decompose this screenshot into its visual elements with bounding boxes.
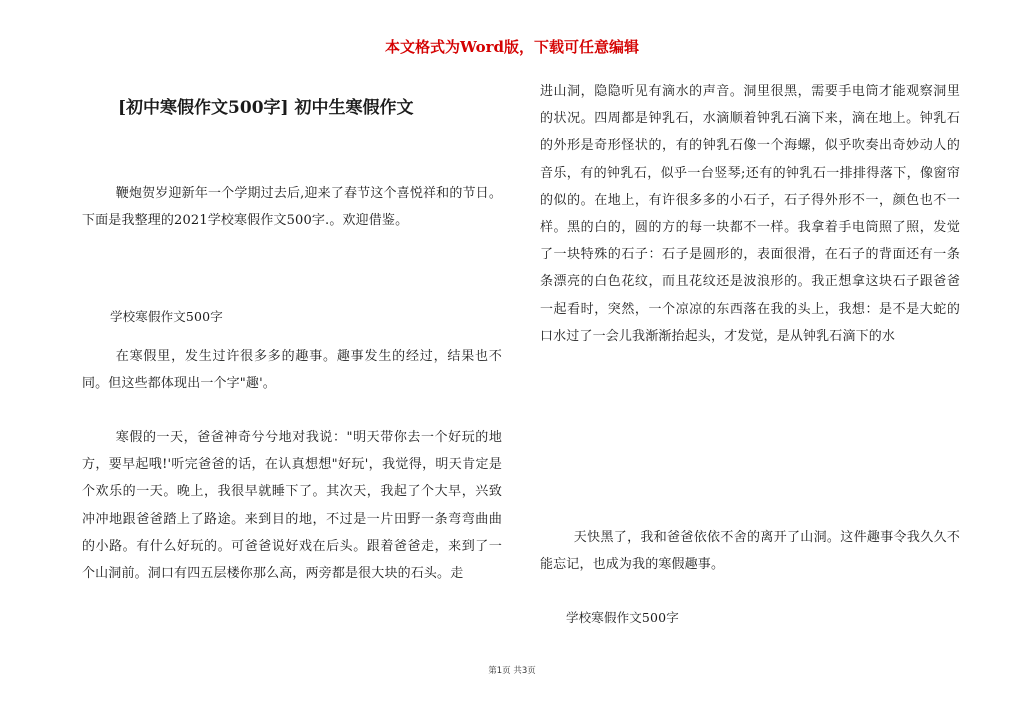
- body-paragraph: 天快黑了，我和爸爸依依不舍的离开了山洞。这件趣事令我久久不能忘记，也成为我的寒假趣事。: [540, 530, 960, 573]
- section-heading: 学校寒假作文500字: [110, 309, 223, 324]
- article-title: [初中寒假作文500字] 初中生寒假作文: [118, 98, 414, 118]
- intro-paragraph: 鞭炮贺岁迎新年一个学期过去后,迎来了春节这个喜悦祥和的节日。下面是我整理的2021学校寒假作文500字.。欢迎借鉴。: [82, 186, 502, 229]
- body-paragraph: 进山洞，隐隐听见有滴水的声音。洞里很黑，需要手电筒才能观察洞里的状况。四周都是钟乳石，水滴顺着钟乳石滴下来，滴在地上。钟乳石的外形是奇形怪状的，有的钟乳石像一个海螺，似乎吹奏出奇妙动人的音乐，有的钟乳石，似乎一台竖琴;还有的钟乳石一排排得落下，像窗帘的似的。在地上，有许很多多的小石子，石子得外形不一，颜色也不一样。黑的白的，圆的方的每一块都不一样。我拿着手电筒照了照，发觉了一块特殊的石子：石子是圆形的，表面很滑，在石子的背面还有一条条漂亮的白色花纹，而且花纹还是波浪形的。我正想拿这块石子跟爸爸一起看时，突然，一个凉凉的东西落在我的头上，我想：是不是大蛇的口水过了一会儿我渐渐抬起头，才发觉，是从钟乳石滴下的水: [540, 84, 960, 344]
- download-banner: 本文格式为Word版，下载可任意编辑: [384, 38, 640, 56]
- body-paragraph: 寒假的一天，爸爸神奇兮兮地对我说："明天带你去一个好玩的地方，要早起哦!'听完爸爸的话，在认真想想"好玩'，我觉得，明天肯定是个欢乐的一天。晚上，我很早就睡下了。其次天，我起了个大早，兴致冲冲地跟爸爸踏上了路途。来到目的地，不过是一片田野一条弯弯曲曲的小路。有什么好玩的。可爸爸说好戏在后头。跟着爸爸走，来到了一个山洞前。洞口有四五层楼你那么高，两旁都是很大块的石头。走: [82, 430, 502, 582]
- page-number: 第1页 共3页: [488, 666, 536, 676]
- body-paragraph: 在寒假里，发生过许很多多的趣事。趣事发生的经过，结果也不同。但这些都体现出一个字"趣'。: [82, 349, 502, 392]
- section-heading: 学校寒假作文500字: [566, 610, 679, 625]
